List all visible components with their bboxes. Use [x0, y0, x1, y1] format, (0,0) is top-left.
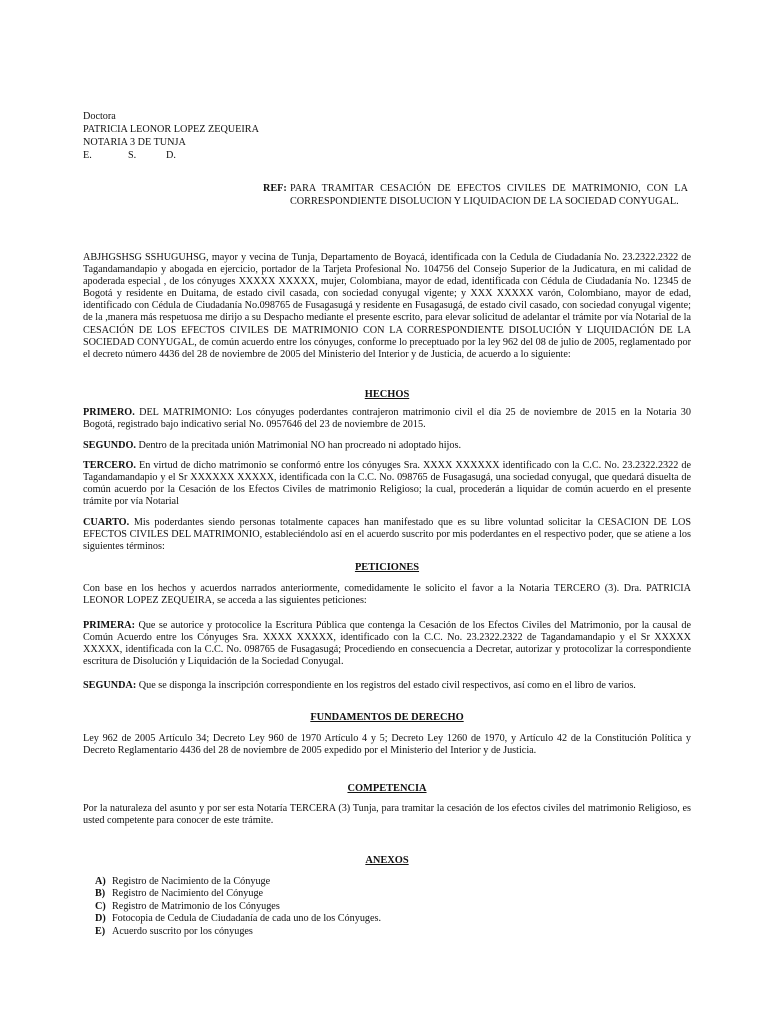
- competencia-text: Por la naturaleza del asunto y por ser esta Notaría TERCERA (3) Tunja, para tramitar la cesación de los efectos civiles del matrimonio Religioso, es usted competente para conocer de este trámite.: [83, 803, 691, 827]
- peticion-primera-text: Que se autorice y protocolice la Escritura Pública que contenga la Cesación de los Efectos Civiles del Matrimonio, por la causal de Común Acuerdo entre los Cónyuges Sra. XXXX XXXXX, identificado con la C.C. No. 23.2322.2322 de Tagandamandapio y el Sr XXXXX XXXXX, identificada con la C.C. No. 098765 de Fusagasugá; Procediendo en consecuencia a Decretar, autorizar y protocolizar la correspondiente escritura de Disolución y Liquidación de la Sociedad Conyugal.: [83, 620, 691, 668]
- section-heading-fundamentos: FUNDAMENTOS DE DERECHO: [310, 712, 464, 723]
- anexo-letter: A): [95, 876, 106, 887]
- peticion-primera-lead: PRIMERA:: [83, 620, 136, 631]
- hecho-cuarto: [83, 517, 691, 553]
- hecho-segundo-text: Dentro de la precitada unión Matrimonial NO han procreado ni adoptado hijos.: [135, 440, 461, 451]
- anexo-letter: E): [95, 925, 106, 937]
- anexo-text: Registro de Nacimiento del Cónyuge: [112, 888, 264, 900]
- reference-block: [263, 182, 688, 208]
- peticion-segunda: [83, 680, 691, 692]
- anexo-letter: B): [95, 888, 106, 900]
- list-item: [95, 888, 381, 900]
- hecho-segundo-lead: SEGUNDO.: [83, 440, 136, 451]
- anexos-list: [95, 876, 381, 938]
- addressee-office: NOTARIA 3 DE TUNJA: [83, 137, 186, 148]
- section-heading-peticiones: PETICIONES: [354, 562, 420, 573]
- addressee-block: [83, 110, 259, 162]
- hecho-tercero-text: En virtud de dicho matrimonio se conformó entre los cónyuges Sra. XXXX XXXXXX identificado con la C.C. No. 23.2322.2322 de Tagandamandapio y el Sr XXXXXX XXXXX, identificada con la C.C. No. 098765 de Fusagasugá, una sociedad conyugal, que quedará disuelta de común acuerdo por la Cesación de los Efectos Civiles de matrimonio Religioso; la cual, procederán a liquidar de común acuerdo en el presente trámite por vía Notarial: [83, 460, 691, 508]
- section-heading-anexos: ANEXOS: [365, 855, 409, 866]
- addressee-name: PATRICIA LEONOR LOPEZ ZEQUEIRA: [83, 124, 259, 135]
- list-item: [95, 926, 381, 938]
- hecho-cuarto-lead: CUARTO.: [83, 517, 130, 528]
- anexo-letter: D): [95, 913, 106, 925]
- addressee-esd: [83, 149, 259, 162]
- anexo-letter: C): [95, 900, 106, 912]
- hecho-tercero-lead: TERCERO.: [83, 460, 136, 471]
- anexo-text: Registro de Nacimiento de la Cónyuge: [112, 876, 271, 887]
- list-item: [95, 913, 381, 925]
- esd-e: E.: [83, 150, 92, 161]
- esd-d: D.: [166, 150, 176, 161]
- peticiones-intro: Con base en los hechos y acuerdos narrados anteriormente, comedidamente le solicito el favor a la Notaria TERCERO (3). Dra. PATRICIA LEONOR LOPEZ ZEQUEIRA, se acceda a las siguientes peticiones:: [83, 583, 691, 607]
- hecho-primero-lead: PRIMERO.: [83, 407, 135, 418]
- ref-label: REF:: [263, 183, 287, 194]
- anexo-text: Fotocopia de Cedula de Ciudadanía de cada uno de los Cónyuges.: [112, 913, 382, 925]
- peticion-segunda-text: Que se disponga la inscripción correspondiente en los registros del estado civil respectivos, así como en el libro de varios.: [136, 680, 636, 691]
- list-item: [95, 876, 381, 888]
- addressee-title: Doctora: [83, 111, 116, 122]
- hecho-cuarto-text: Mis poderdantes siendo personas totalmente capaces han manifestado que es su libre voluntad solicitar la CESACION DE LOS EFECTOS CIVILES DEL MATRIMONIO, estableciéndolo así en el acuerdo suscrito por mis poderdantes en el respectivo poder, que se atiene a los siguientes términos:: [83, 517, 691, 553]
- intro-paragraph: ABJHGSHSG SSHUGUHSG, mayor y vecina de Tunja, Departamento de Boyacá, identificada con la Cedula de Ciudadanía No. 23.2322.2322 de Tagandamandapio y abogada en ejercicio, portador de la Tarjeta Profesional No. 104756 del Consejo Superior de la Judicatura, en mi calidad de apoderada especial , de los cónyuges XXXXX XXXXX, mujer, Colombiana, mayor de edad, identificada con Cédula de Ciudadanía No. 12345 de Bogotá y residente en Duitama, de estado civil casada, con sociedad conyugal vigente; y XXX XXXXX varón, Colombiano, mayor de edad, identificado con Cédula de Ciudadanía No.098765 de Fusagasugá y residente en Fusagasugá, de estado civil casado, con sociedad conyugal vigente; de la ,manera más respetuosa me dirijo a su Despacho mediante el presente escrito, para elevar solicitud de adelantar el trámite por vía Notarial de la CESACIÓN DE LOS EFECTOS CIVILES DE MATRIMONIO CON LA CORRESPONDIENTE DISOLUCIÓN Y LIQUIDACIÓN DE LA SOCIEDAD CONYUGAL, de común acuerdo entre los cónyuges, conforme lo preceptuado por la ley 962 del 08 de julio de 2005, reglamentado por el decreto número 4436 del 28 de noviembre de 2005 del Ministerio del Interior y de Justicia, de acuerdo a lo siguiente:: [83, 252, 691, 360]
- section-heading-hechos: HECHOS: [364, 389, 410, 400]
- fundamentos-text: Ley 962 de 2005 Artículo 34; Decreto Ley 960 de 1970 Artículo 4 y 5; Decreto Ley 1260 de 1970, y Artículo 42 de la Constitución Política y Decreto Reglamentario 4436 del 28 de noviembre de 2005 expedido por el Ministerio del Interior y de Justicia.: [83, 733, 691, 757]
- hecho-segundo: [83, 440, 691, 452]
- hecho-primero-text: DEL MATRIMONIO: Los cónyuges poderdantes contrajeron matrimonio civil el día 25 de noviembre de 2015 en la Notaria 30 Bogotá, registrado bajo indicativo serial No. 0957646 del 23 de noviembre de 2015.: [83, 407, 691, 431]
- hecho-tercero: [83, 460, 691, 508]
- hecho-primero: [83, 407, 691, 431]
- anexo-text: Registro de Matrimonio de los Cónyuges: [112, 900, 280, 912]
- peticion-primera: [83, 620, 691, 668]
- section-heading-competencia: COMPETENCIA: [347, 783, 427, 794]
- esd-s: S.: [128, 150, 137, 161]
- anexo-text: Acuerdo suscrito por los cónyuges: [112, 925, 253, 937]
- ref-text: PARA TRAMITAR CESACIÓN DE EFECTOS CIVILES DE MATRIMONIO, CON LA CORRESPONDIENTE DISOLUCION Y LIQUIDACION DE LA SOCIEDAD CONYUGAL.: [290, 183, 688, 207]
- peticion-segunda-lead: SEGUNDA:: [83, 680, 137, 691]
- list-item: [95, 901, 381, 913]
